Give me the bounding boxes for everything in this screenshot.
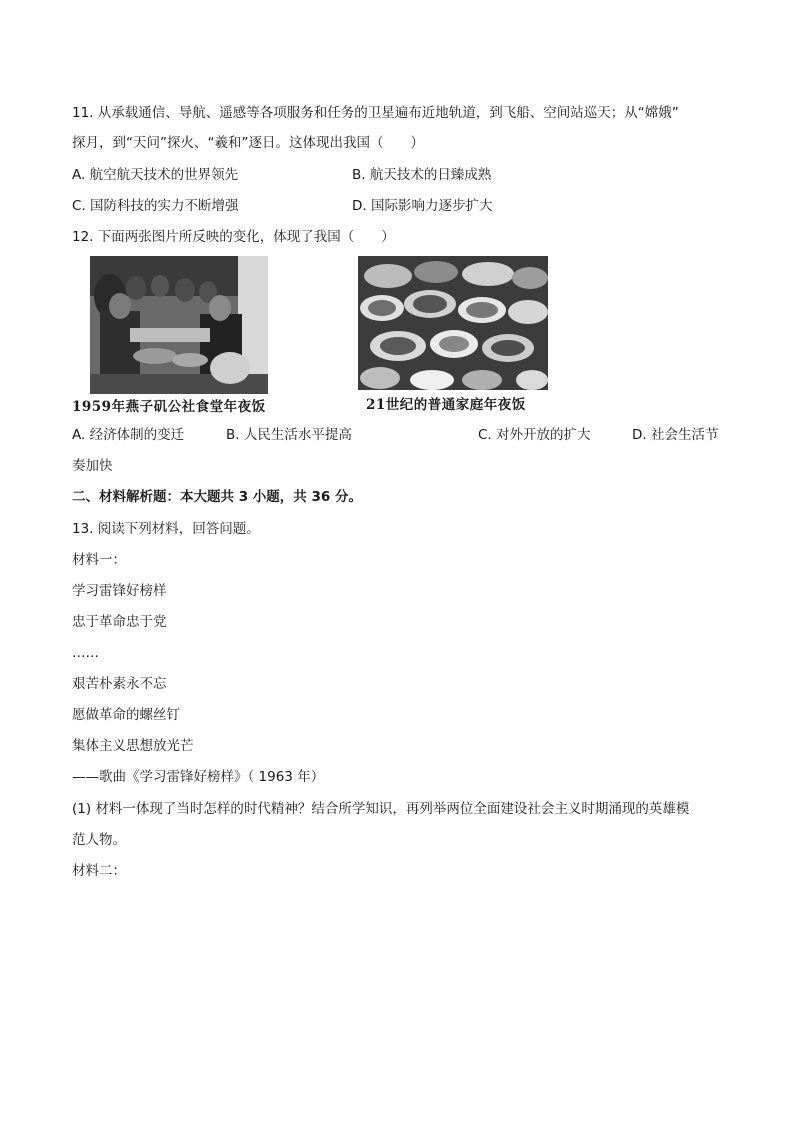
family-dinner-photo-caption: 21世纪的普通家庭年夜饭 bbox=[366, 397, 526, 413]
q12-option-d-wrap: 奏加快 bbox=[72, 458, 113, 474]
q13-sub1-line2: 范人物。 bbox=[72, 832, 126, 848]
q11-stem-line1: 11. 从承载通信、导航、遥感等各项服务和任务的卫星遍布近地轨道，到飞船、空间站巡天；从“嫦娥” bbox=[72, 105, 679, 121]
q13-sub1-line1: (1) 材料一体现了当时怎样的时代精神？结合所学知识，再列举两位全面建设社会主义时期涌现的英雄模 bbox=[72, 801, 690, 817]
q12-option-a[interactable]: A. 经济体制的变迁 bbox=[72, 427, 185, 443]
q13-stem: 13. 阅读下列材料，回答问题。 bbox=[72, 521, 260, 537]
q11-option-d[interactable]: D. 国际影响力逐步扩大 bbox=[352, 198, 493, 214]
family-dinner-photo bbox=[358, 256, 548, 390]
song-line: 愿做革命的螺丝钉 bbox=[72, 707, 180, 723]
material-2-label: 材料二： bbox=[72, 863, 126, 879]
q12-option-d[interactable]: D. 社会生活节 bbox=[632, 427, 719, 443]
q11-option-b[interactable]: B. 航天技术的日臻成熟 bbox=[352, 167, 492, 183]
q12-option-b[interactable]: B. 人民生活水平提高 bbox=[226, 427, 352, 443]
canteen-photo bbox=[90, 256, 268, 394]
song-line: 集体主义思想放光芒 bbox=[72, 738, 194, 754]
q11-option-c[interactable]: C. 国防科技的实力不断增强 bbox=[72, 198, 239, 214]
canteen-photo-caption: 1959年燕子矶公社食堂年夜饭 bbox=[72, 399, 266, 415]
q12-option-c[interactable]: C. 对外开放的扩大 bbox=[478, 427, 591, 443]
section-2-heading: 二、材料解析题：本大题共 3 小题，共 36 分。 bbox=[72, 489, 362, 505]
song-line: 艰苦朴素永不忘 bbox=[72, 676, 167, 692]
q11-option-a[interactable]: A. 航空航天技术的世界领先 bbox=[72, 167, 239, 183]
song-ellipsis: …… bbox=[72, 645, 99, 661]
q11-stem-line2: 探月，到“天问”探火、“羲和”逐日。这体现出我国（ ） bbox=[72, 135, 424, 151]
song-line: 学习雷锋好榜样 bbox=[72, 583, 167, 599]
material-1-label: 材料一： bbox=[72, 552, 126, 568]
song-source: ——歌曲《学习雷锋好榜样》（ 1963 年） bbox=[72, 769, 325, 785]
q12-stem: 12. 下面两张图片所反映的变化，体现了我国（ ） bbox=[72, 229, 395, 245]
song-line: 忠于革命忠于党 bbox=[72, 614, 167, 630]
